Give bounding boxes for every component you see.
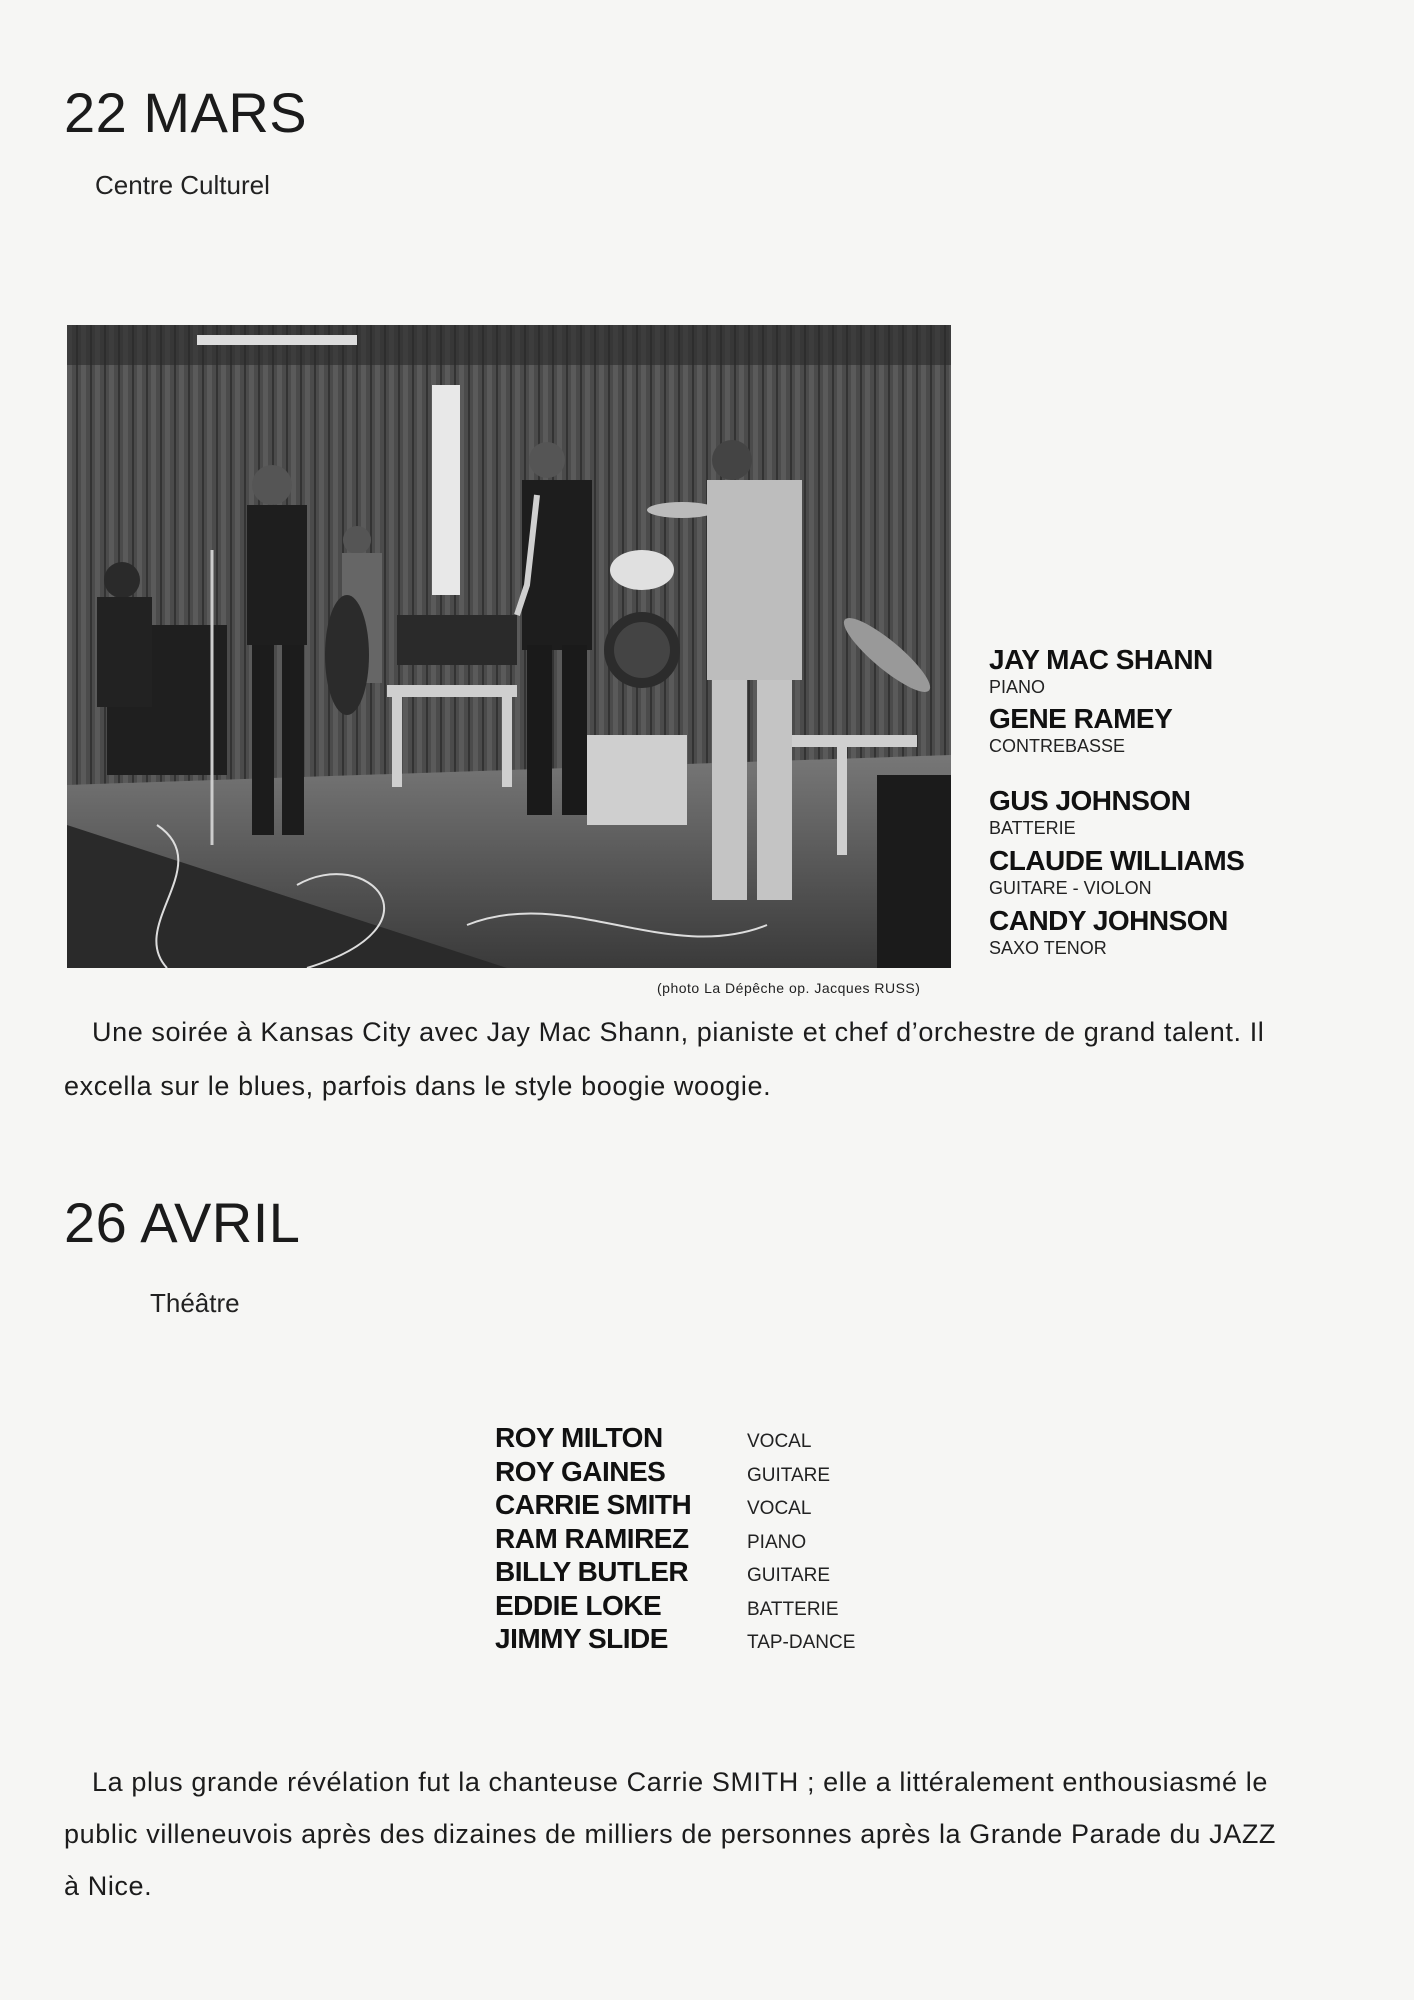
event2-description — [64, 1756, 1294, 1912]
musician-role: TAP-DANCE — [747, 1632, 856, 1653]
musician-entry — [495, 1422, 915, 1456]
musician-role: CONTREBASSE — [989, 736, 1126, 756]
musician-entry — [989, 644, 1319, 703]
musician-name: ROY GAINES — [495, 1455, 666, 1487]
musician-name: BILLY BUTLER — [495, 1556, 689, 1587]
musician-name: CARRIE SMITH — [495, 1489, 692, 1520]
event1-date: 22 MARS — [64, 81, 308, 144]
musician-role: SAXO TENOR — [989, 938, 1107, 958]
musician-name: JAY MAC SHANN — [989, 644, 1213, 675]
musician-role: PIANO — [747, 1531, 807, 1553]
musician-entry — [495, 1556, 915, 1590]
event1-venue: Centre Culturel — [95, 170, 270, 200]
event1-description-text: Une soirée à Kansas City avec Jay Mac Shann, pianiste et chef d’orchestre de grand talent. Il excella sur le blues, parfois dans le style boogie woogie. — [64, 1017, 1265, 1101]
musician-entry — [989, 703, 1319, 785]
musician-entry — [989, 905, 1319, 965]
musician-role: GUITARE — [747, 1464, 831, 1486]
musician-role: GUITARE - VIOLON — [989, 878, 1152, 898]
musician-entry — [989, 845, 1319, 905]
event2-lineup — [495, 1422, 915, 1657]
photo-credit: (photo La Dépêche op. Jacques RUSS) — [657, 980, 921, 996]
event2-date: 26 AVRIL — [64, 1191, 301, 1254]
musician-role: BATTERIE — [747, 1598, 839, 1620]
event1-description — [64, 1005, 1294, 1113]
musician-name: JIMMY SLIDE — [495, 1623, 668, 1654]
musician-name: ROY MILTON — [495, 1422, 663, 1453]
musician-name: GENE RAMEY — [989, 703, 1173, 734]
event2-venue: Théâtre — [150, 1288, 240, 1318]
musician-role: PIANO — [989, 677, 1046, 697]
musician-entry — [989, 785, 1319, 845]
musician-entry — [495, 1456, 915, 1490]
musician-role: VOCAL — [747, 1431, 812, 1452]
musician-name: GUS JOHNSON — [989, 785, 1191, 816]
musician-entry — [495, 1590, 915, 1624]
event1-lineup — [989, 644, 1319, 965]
musician-name: CLAUDE WILLIAMS — [989, 845, 1245, 876]
musician-role: VOCAL — [747, 1498, 812, 1519]
concert-photo — [67, 325, 951, 968]
musician-role: GUITARE — [747, 1565, 831, 1586]
musician-name: EDDIE LOKE — [495, 1589, 662, 1621]
musician-name: CANDY JOHNSON — [989, 905, 1228, 936]
event2-description-text: La plus grande révélation fut la chanteuse Carrie SMITH ; elle a littéralement enthousiasmé le public villeneuvois après des dizaines de milliers de personnes après la Grande Parade du JAZZ à Nice. — [64, 1767, 1277, 1901]
musician-entry — [495, 1523, 915, 1557]
musician-name: RAM RAMIREZ — [495, 1522, 689, 1554]
musician-entry — [495, 1623, 915, 1657]
musician-entry — [495, 1489, 915, 1523]
musician-role: BATTERIE — [989, 818, 1076, 838]
